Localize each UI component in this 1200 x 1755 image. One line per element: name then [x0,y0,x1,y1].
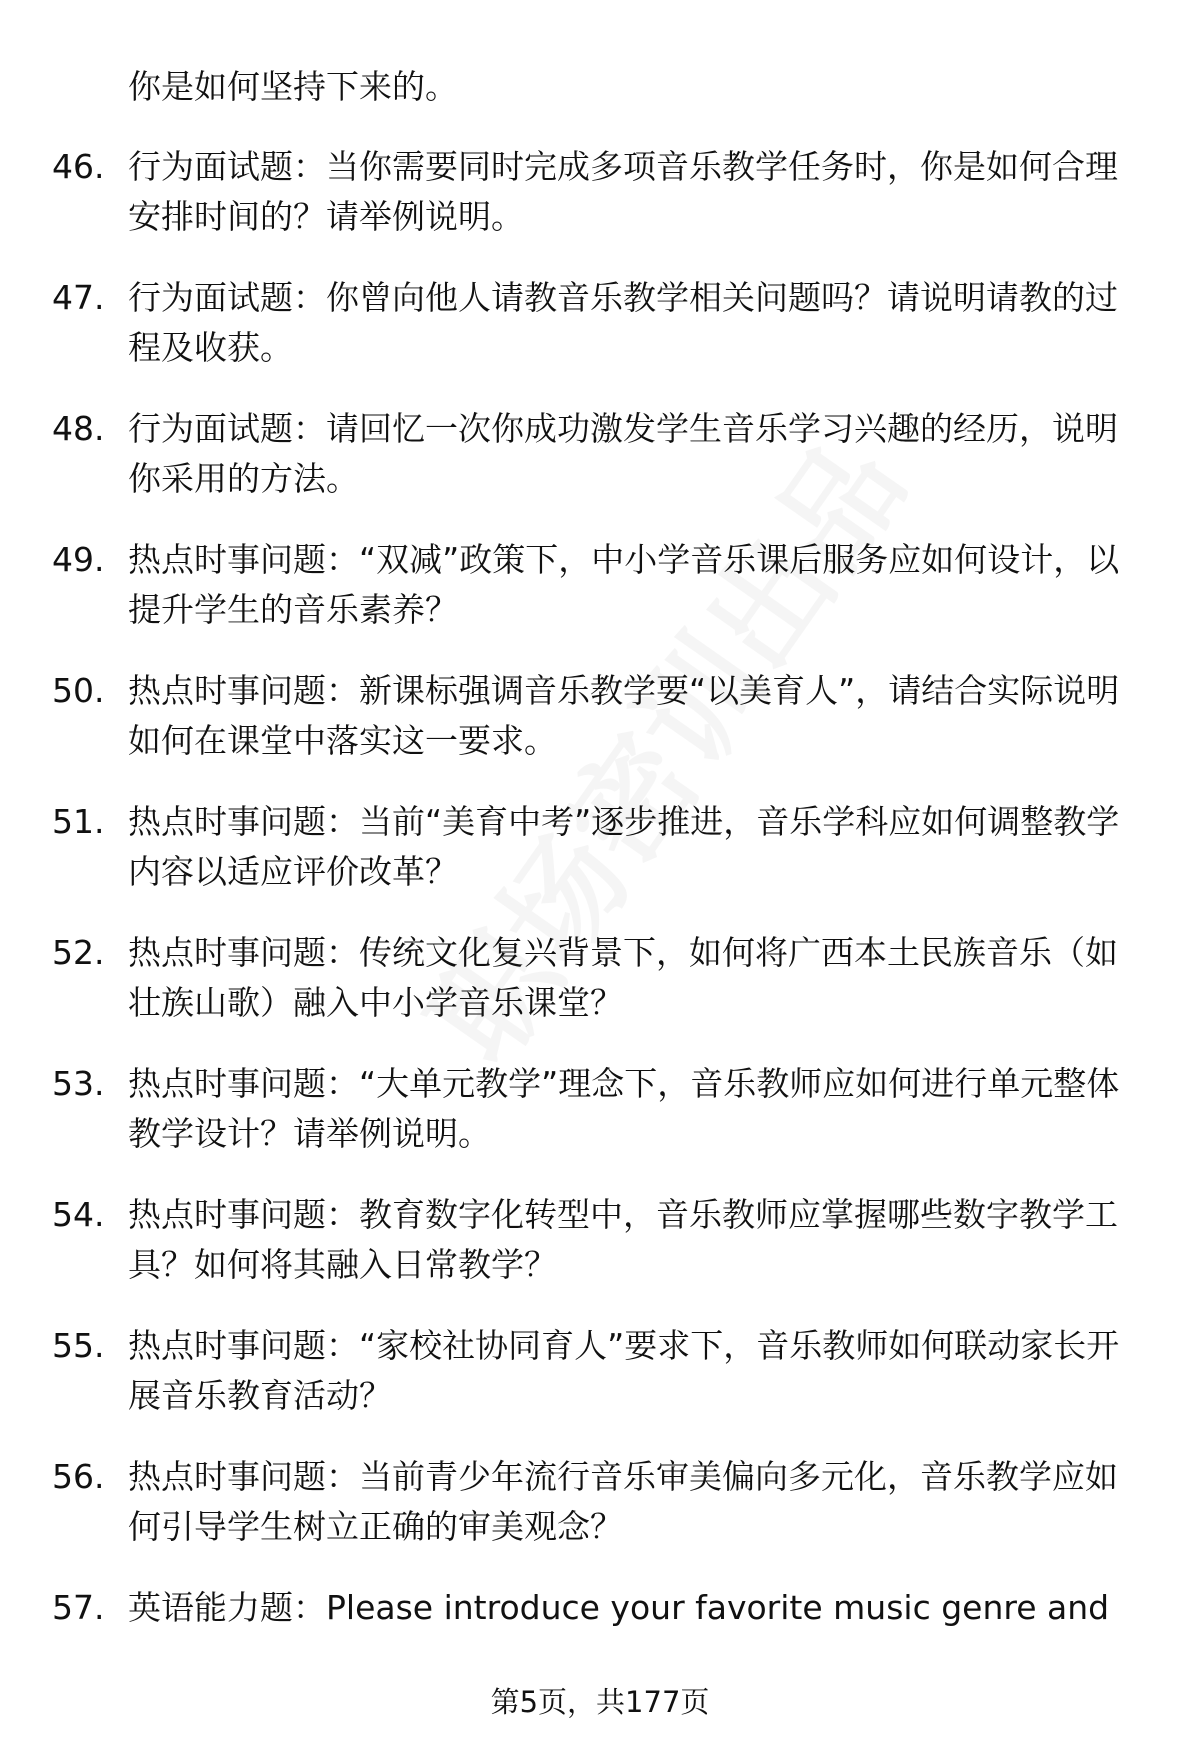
question-text: 热点时事问题：“双减”政策下，中小学音乐课后服务应如何设计，以提升学生的音乐素养？ [128,540,1120,629]
question-number: 46. [52,147,105,186]
question-number: 53. [52,1064,105,1103]
question-text: 热点时事问题：新课标强调音乐教学要“以美育人”，请结合实际说明如何在课堂中落实这一要求。 [128,671,1120,760]
question-item [0,666,1200,797]
question-item [0,1190,1200,1321]
question-text: 行为面试题：你曾向他人请教音乐教学相关问题吗？请说明请教的过程及收获。 [128,278,1118,367]
question-number: 51. [52,802,105,841]
question-list [0,142,1200,1714]
question-number: 47. [52,278,105,317]
question-text: 热点时事问题：传统文化复兴背景下，如何将广西本土民族音乐（如壮族山歌）融入中小学音乐课堂？ [128,933,1118,1022]
question-number: 48. [52,409,105,448]
continuation-text: 你是如何坚持下来的。 [128,67,458,106]
question-number: 55. [52,1326,105,1365]
question-item [0,1452,1200,1583]
question-number: 54. [52,1195,105,1234]
question-text: 热点时事问题：教育数字化转型中，音乐教师应掌握哪些数字教学工具？如何将其融入日常教学？ [128,1195,1118,1284]
question-item [0,273,1200,404]
question-item [0,1321,1200,1452]
question-text: 热点时事问题：当前“美育中考”逐步推进，音乐学科应如何调整教学内容以适应评价改革？ [128,802,1120,891]
question-text: 行为面试题：当你需要同时完成多项音乐教学任务时，你是如何合理安排时间的？请举例说明。 [128,147,1118,236]
question-item [0,1059,1200,1190]
question-number: 52. [52,933,105,972]
question-text: 热点时事问题：“大单元教学”理念下，音乐教师应如何进行单元整体教学设计？请举例说明。 [128,1064,1120,1153]
question-item [0,404,1200,535]
question-number: 50. [52,671,105,710]
question-item [0,535,1200,666]
question-item [0,797,1200,928]
question-text: 英语能力题：Please introduce your favorite music genre and [128,1588,1110,1627]
question-item [0,142,1200,273]
question-number: 56. [52,1457,105,1496]
question-number: 49. [52,540,105,579]
question-item [0,928,1200,1059]
question-text: 热点时事问题：当前青少年流行音乐审美偏向多元化，音乐教学应如何引导学生树立正确的审美观念？ [128,1457,1118,1546]
page-number-footer: 第5页，共177页 [490,1685,710,1719]
question-text: 热点时事问题：“家校社协同育人”要求下，音乐教师如何联动家长开展音乐教育活动？ [128,1326,1120,1415]
question-number: 57. [52,1588,105,1627]
question-text: 行为面试题：请回忆一次你成功激发学生音乐学习兴趣的经历，说明你采用的方法。 [128,409,1118,498]
